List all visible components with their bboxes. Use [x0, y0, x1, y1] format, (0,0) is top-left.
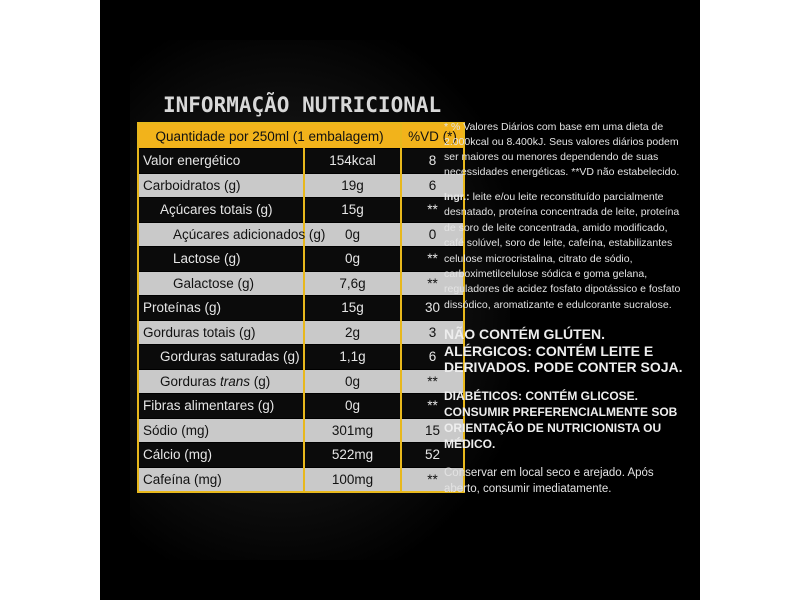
nutrition-table — [137, 122, 465, 493]
info-column — [444, 120, 684, 497]
nutrient-amount: 0g — [304, 222, 401, 247]
nutrient-name: Galactose (g) — [138, 271, 304, 296]
name-italic-part: trans — [220, 373, 251, 389]
nutrient-name: Carboidratos (g) — [138, 173, 304, 198]
nutrient-amount: 154kcal — [304, 149, 401, 174]
nutrient-vd: ** — [401, 467, 464, 492]
storage-instructions: Conservar em local seco e arejado. Após aberto, consumir imediatamente. — [444, 466, 654, 495]
ingredients-list: leite e/ou leite reconstituído parcialmente desnatado, proteína concentrada de leite, proteína de soro de leite concentrada, amido modificado, café solúvel, soro de leite, cafeína, estabilizantes celulose microcristalina, citrato de sódio, carboximetilcelulose sódica e goma gelana, reguladores de acidez fosfato dipotássico e fosfato dissódico, aromatizante e edulcorante sucralose. — [444, 191, 681, 311]
nutrient-amount: 7,6g — [304, 271, 401, 296]
table-row — [138, 320, 464, 345]
table-row — [138, 443, 464, 468]
nutrient-name: Cálcio (mg) — [138, 443, 304, 468]
table-header-row — [138, 123, 464, 149]
nutrient-name — [138, 369, 304, 394]
table-row — [138, 222, 464, 247]
nutrient-name: Lactose (g) — [138, 247, 304, 272]
table-row — [138, 247, 464, 272]
nutrient-vd: ** — [401, 394, 464, 419]
nutrient-amount: 1,1g — [304, 345, 401, 370]
table-row — [138, 418, 464, 443]
nutrient-vd: 0 — [401, 222, 464, 247]
nutrient-amount: 19g — [304, 173, 401, 198]
table-row — [138, 271, 464, 296]
nutrient-amount: 522mg — [304, 443, 401, 468]
table-row — [138, 467, 464, 492]
nutrient-vd: ** — [401, 369, 464, 394]
nutrient-vd: ** — [401, 198, 464, 223]
vd-footnote: * % Valores Diários com base em uma dieta de 2.000kcal ou 8.400kJ. Seus valores diários podem ser maiores ou menores dependendo de suas necessidades energéticas. **VD não estabelecido. — [444, 121, 680, 178]
nutrient-vd: 6 — [401, 173, 464, 198]
table-row — [138, 198, 464, 223]
ingredients-label: Ingr.: — [444, 191, 470, 203]
nutrient-name: Cafeína (mg) — [138, 467, 304, 492]
name-part: Gorduras — [160, 373, 221, 389]
nutrient-amount: 2g — [304, 320, 401, 345]
header-vd: %VD (*) — [401, 123, 464, 149]
nutrient-name: Proteínas (g) — [138, 296, 304, 321]
nutrient-name: Sódio (mg) — [138, 418, 304, 443]
nutrient-vd: ** — [401, 247, 464, 272]
header-quantity: Quantidade por 250ml (1 embalagem) — [138, 123, 401, 149]
nutrient-name: Açúcares totais (g) — [138, 198, 304, 223]
allergen-warning: NÃO CONTÉM GLÚTEN. ALÉRGICOS: CONTÉM LEITE E DERIVADOS. PODE CONTER SOJA. — [444, 326, 683, 376]
nutrient-name: Gorduras totais (g) — [138, 320, 304, 345]
nutrition-title: INFORMAÇÃO NUTRICIONAL — [163, 93, 442, 117]
nutrition-label-panel — [100, 0, 700, 600]
table-row — [138, 394, 464, 419]
nutrient-vd: 52 — [401, 443, 464, 468]
nutrient-vd: ** — [401, 271, 464, 296]
nutrient-amount: 0g — [304, 369, 401, 394]
table-row — [138, 345, 464, 370]
nutrient-vd: 30 — [401, 296, 464, 321]
nutrient-name: Valor energético — [138, 149, 304, 174]
nutrient-name: Gorduras saturadas (g) — [138, 345, 304, 370]
table-row — [138, 296, 464, 321]
nutrient-vd: 3 — [401, 320, 464, 345]
nutrient-amount: 15g — [304, 296, 401, 321]
name-part: (g) — [250, 373, 271, 389]
nutrient-vd: 15 — [401, 418, 464, 443]
nutrient-amount: 301mg — [304, 418, 401, 443]
nutrient-amount: 15g — [304, 198, 401, 223]
table-row — [138, 149, 464, 174]
nutrient-amount: 100mg — [304, 467, 401, 492]
nutrient-name: Açúcares adicionados (g) — [138, 222, 304, 247]
nutrient-amount: 0g — [304, 394, 401, 419]
ingredients-text — [444, 190, 684, 313]
nutrient-vd: 6 — [401, 345, 464, 370]
nutrient-vd: 8 — [401, 149, 464, 174]
diabetic-warning: DIABÉTICOS: CONTÉM GLICOSE. CONSUMIR PREFERENCIALMENTE SOB ORIENTAÇÃO DE NUTRICIONISTA OU MÉDICO. — [444, 388, 678, 451]
nutrient-amount: 0g — [304, 247, 401, 272]
nutrient-name: Fibras alimentares (g) — [138, 394, 304, 419]
table-row — [138, 173, 464, 198]
table-row — [138, 369, 464, 394]
